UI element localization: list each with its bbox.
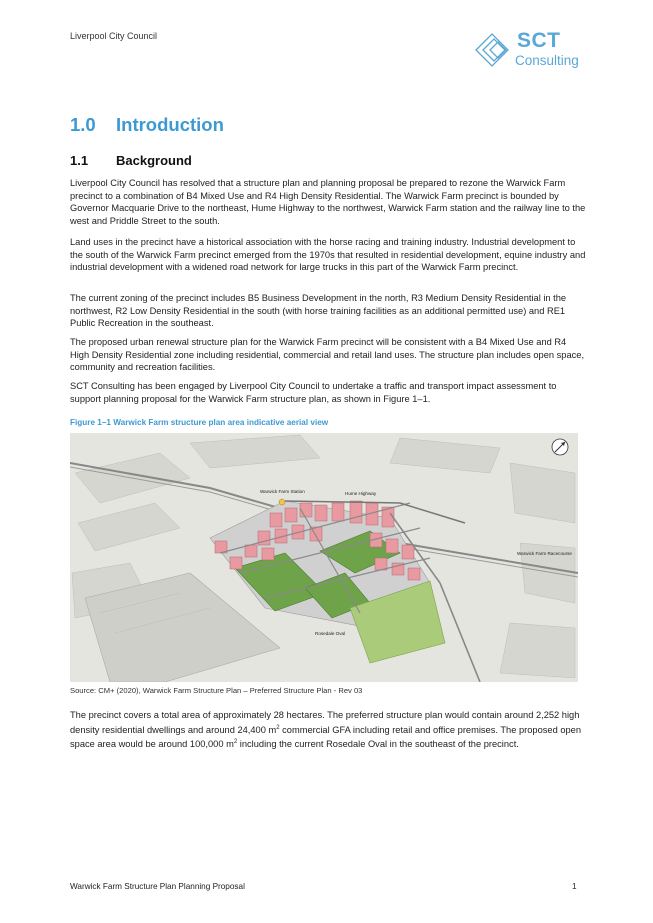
aerial-view-figure [70,433,578,682]
closing-text: The precinct covers a total area of approximately 28 hectares. The preferred structure plan would contain around 2,252 high density residential dwellings and around 24,400 m [70,710,580,735]
paragraph: Liverpool City Council has resolved that a structure plan and planning proposal be prepared to rezone the Warwick Farm precinct to a combination of B4 Mixed Use and R4 High Density Residential. The Warwick Farm precinct is bounded by Governor Macquarie Drive to the northeast, Hume Highway to the northwest, Warwick Farm station and the railway line to the west and Priddle Street to the south. [70,178,586,226]
paragraph: The current zoning of the precinct includes B5 Business Development in the north, R3 Medium Density Residential in the northwest, R2 Low Density Residential in the south (with horse training facilities as an additional permitted use) and RE1 Public Recreation in the southeast. [70,293,567,329]
subsection-title: Background [116,153,192,168]
figure-source: Source: CM+ (2020), Warwick Farm Structure Plan – Preferred Structure Plan - Rev 03 [70,686,363,695]
closing-text: including the current Rosedale Oval in the southeast of the precinct. [237,739,519,750]
subsection-heading [70,153,192,168]
diamond-logo-icon [472,28,518,74]
highway-label: Hume Highway [345,491,377,496]
north-arrow-icon [552,439,568,455]
section-number: 1.0 [70,114,96,135]
sct-logo [472,28,587,74]
header-org: Liverpool City Council [70,31,158,41]
superscript: 2 [276,724,280,731]
station-marker-icon [279,499,285,505]
logo-brand: SCT [517,29,561,52]
racecourse-label: Warwick Farm Racecourse [517,551,572,556]
closing-text: commercial GFA including retail and office premises. The proposed open space area would be around 100,000 m [70,724,582,750]
subsection-number: 1.1 [70,153,89,168]
superscript: 2 [233,739,238,746]
oval-label: Rosedale Oval [315,631,346,636]
section-heading [70,114,224,136]
station-label: Warwick Farm Station [260,489,305,494]
logo-subtitle: Consulting [515,53,579,68]
paragraph: The proposed urban renewal structure plan for the Warwick Farm precinct will be consistent with a B4 Mixed Use and R4 High Density Residential zone including residential, commercial and retail land uses. The structure plan includes open space, community and recreation facilities. [70,337,585,373]
page-number: 1 [572,882,577,891]
closing-paragraph [70,709,586,751]
paragraph: Land uses in the precinct have a historical association with the horse racing and training industry. Industrial development to the south of the Warwick Farm precinct emerged from the 1970s that resulted in residential development, equine industry and industrial development with a widened road network for large trucks in this part of the Warwick Farm precinct. [70,237,586,273]
paragraph: SCT Consulting has been engaged by Liverpool City Council to undertake a traffic and transport impact assessment to support planning proposal for the Warwick Farm structure plan, as shown in Figure 1–1. [70,381,557,404]
figure-caption: Figure 1–1 Warwick Farm structure plan area indicative aerial view [70,418,329,427]
footer-title: Warwick Farm Structure Plan Planning Proposal [70,882,245,891]
section-title: Introduction [116,114,224,135]
